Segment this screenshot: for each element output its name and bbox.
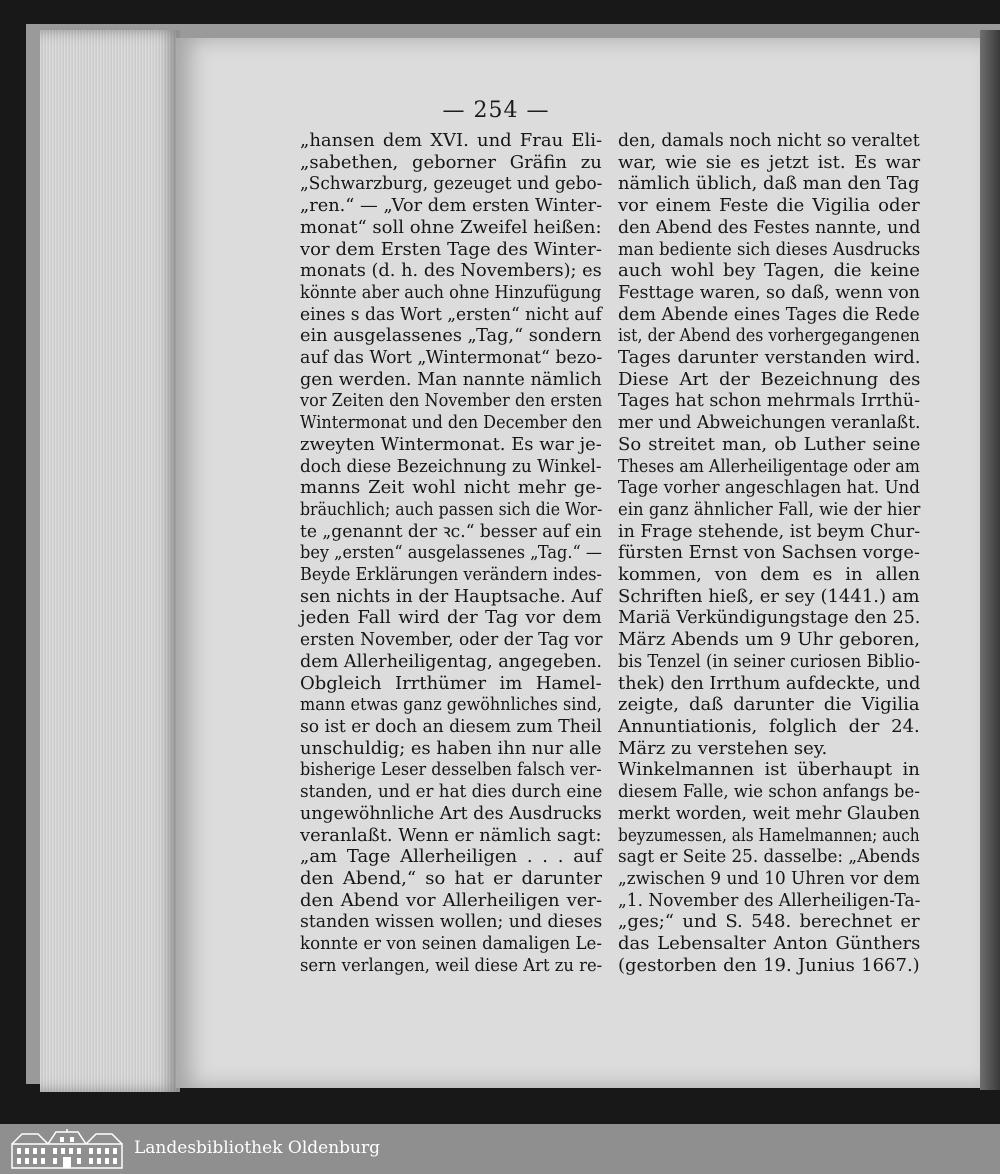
- text-line: Winkelmannen ist überhaupt in: [618, 759, 920, 781]
- text-line: den, damals noch nicht so veraltet: [618, 130, 920, 151]
- text-line: sern verlangen, weil diese Art zu re-: [300, 954, 603, 976]
- text-line: „am Tage Allerheiligen . . . auf: [300, 846, 603, 868]
- text-line: Annuntiationis, folglich der 24.: [618, 715, 920, 737]
- text-line: Beyde Erklärungen verändern indes-: [300, 564, 603, 586]
- page-edges: [40, 30, 180, 1092]
- text-line: sagt er Seite 25. dasselbe: „Abends: [618, 846, 921, 868]
- text-line: sen nichts in der Hauptsache. Auf: [300, 585, 602, 607]
- book-page: [176, 38, 980, 1088]
- text-line: jeden Fall wird der Tag vor dem: [300, 607, 602, 629]
- text-line: „Schwarzburg, gezeuget und gebo-: [300, 173, 603, 195]
- text-line: Mariä Verkündigungstage den 25.: [618, 607, 921, 629]
- text-line: kommen, von dem es in allen: [618, 564, 921, 586]
- text-line: zweyten Wintermonat. Es war je-: [300, 433, 602, 455]
- text-line: unschuldig; es haben ihn nur alle: [300, 737, 602, 759]
- text-line: „1. November des Allerheiligen-Ta-: [618, 889, 921, 911]
- text-line: März Abends um 9 Uhr geboren,: [618, 629, 920, 651]
- text-line: „hansen dem XVI. und Frau Eli-: [300, 130, 603, 151]
- text-column-right: [618, 130, 920, 976]
- text-line: nämlich üblich, daß man den Tag: [618, 173, 920, 195]
- text-line: war, wie sie es jetzt ist. Es war: [618, 151, 921, 173]
- text-line: man bediente sich dieses Ausdrucks: [618, 238, 921, 260]
- text-line: monats (d. h. des Novembers); es: [300, 260, 602, 282]
- text-line: ungewöhnliche Art des Ausdrucks: [300, 802, 602, 824]
- text-line: könnte aber auch ohne Hinzufügung: [300, 281, 602, 303]
- text-line: das Lebensalter Anton Günthers: [618, 933, 921, 955]
- text-line: „ges;“ und S. 548. berechnet er: [618, 911, 920, 933]
- text-line: diesem Falle, wie schon anfangs be-: [618, 781, 920, 803]
- text-line: Tages darunter verstanden wird.: [618, 347, 921, 369]
- text-line: te „genannt der ꝛc.“ besser auf ein: [300, 520, 602, 542]
- text-line: ist, der Abend des vorhergegangenen: [618, 325, 920, 347]
- text-line: Obgleich Irrthümer im Hamel-: [300, 672, 602, 694]
- text-line: ein ganz ähnlicher Fall, wie der hier: [618, 498, 921, 520]
- text-line: „zwischen 9 und 10 Uhren vor dem: [618, 867, 921, 889]
- text-line: vor einem Feste die Vigilia oder: [618, 195, 920, 217]
- text-line: vor Zeiten den November den ersten: [300, 390, 603, 412]
- text-line: beyzumessen, als Hamelmannen; auch: [618, 824, 920, 846]
- text-line: Festtage waren, so daß, wenn von: [618, 281, 921, 303]
- text-line: auch wohl bey Tagen, die keine: [618, 260, 920, 282]
- text-line: veranlaßt. Wenn er nämlich sagt:: [300, 824, 602, 846]
- text-line: standen wissen wollen; und dieses: [300, 911, 603, 933]
- text-line: den Abend vor Allerheiligen ver-: [300, 889, 603, 911]
- text-line: Wintermonat und den December den: [300, 412, 603, 434]
- text-line: doch diese Bezeichnung zu Winkel-: [300, 455, 602, 477]
- text-line: (gestorben den 19. Junius 1667.): [618, 954, 920, 976]
- text-line: dem Abende eines Tages die Rede: [618, 303, 920, 325]
- library-building-icon: [8, 1128, 126, 1170]
- text-line: monat“ soll ohne Zweifel heißen:: [300, 216, 602, 238]
- text-line: manns Zeit wohl nicht mehr ge-: [300, 477, 603, 499]
- text-line: den Abend des Festes nannte, und: [618, 216, 921, 238]
- page-number: — 254 —: [442, 98, 550, 123]
- text-line: in Frage stehende, ist beym Chur-: [618, 520, 921, 542]
- text-line: vor dem Ersten Tage des Winter-: [300, 238, 602, 260]
- text-line: bräuchlich; auch passen sich die Wor-: [300, 498, 603, 520]
- text-line: Diese Art der Bezeichnung des: [618, 368, 921, 390]
- text-line: Schriften hieß, er sey (1441.) am: [618, 585, 920, 607]
- text-line: so ist er doch an diesem zum Theil: [300, 715, 602, 737]
- text-line: bis Tenzel (in seiner curiosen Biblio-: [618, 650, 921, 672]
- text-line: bey „ersten“ ausgelassenes „Tag.“ —: [300, 542, 602, 564]
- text-line: konnte er von seinen damaligen Le-: [300, 933, 602, 955]
- text-line: ein ausgelassenes „Tag,“ sondern: [300, 325, 602, 347]
- text-line: standen, und er hat dies durch eine: [300, 781, 603, 803]
- text-line: thek) den Irrthum aufdeckte, und: [618, 672, 921, 694]
- text-line: auf das Wort „Wintermonat“ bezo-: [300, 347, 603, 369]
- text-line: merkt worden, weit mehr Glauben: [618, 802, 920, 824]
- facing-page-edge: [980, 30, 1000, 1090]
- text-line: eines s das Wort „ersten“ nicht auf: [300, 303, 602, 325]
- text-line: dem Allerheiligentag, angegeben.: [300, 650, 603, 672]
- text-line: Tages hat schon mehrmals Irrthü-: [618, 390, 921, 412]
- text-line: Tage vorher angeschlagen hat. Und: [618, 477, 920, 499]
- text-line: gen werden. Man nannte nämlich: [300, 368, 602, 390]
- text-line: den Abend,“ so hat er darunter: [300, 867, 603, 889]
- text-line: „sabethen, geborner Gräfin zu: [300, 151, 602, 173]
- text-line: mann etwas ganz gewöhnliches sind,: [300, 694, 603, 716]
- text-line: ersten November, oder der Tag vor: [300, 629, 603, 651]
- text-line: „ren.“ — „Vor dem ersten Winter-: [300, 195, 603, 217]
- text-line: mer und Abweichungen veranlaßt.: [618, 412, 921, 434]
- text-line: März zu verstehen sey.: [618, 737, 828, 759]
- library-footer: [0, 1124, 1000, 1174]
- text-line: So streitet man, ob Luther seine: [618, 433, 921, 455]
- text-column-left: [300, 130, 602, 976]
- library-name: Landesbibliothek Oldenburg: [134, 1138, 381, 1158]
- text-line: fürsten Ernst von Sachsen vorge-: [618, 542, 920, 564]
- text-line: bisherige Leser desselben falsch ver-: [300, 759, 602, 781]
- text-line: zeigte, daß darunter die Vigilia: [618, 694, 920, 716]
- text-line: Theses am Allerheiligentage oder am: [618, 455, 920, 477]
